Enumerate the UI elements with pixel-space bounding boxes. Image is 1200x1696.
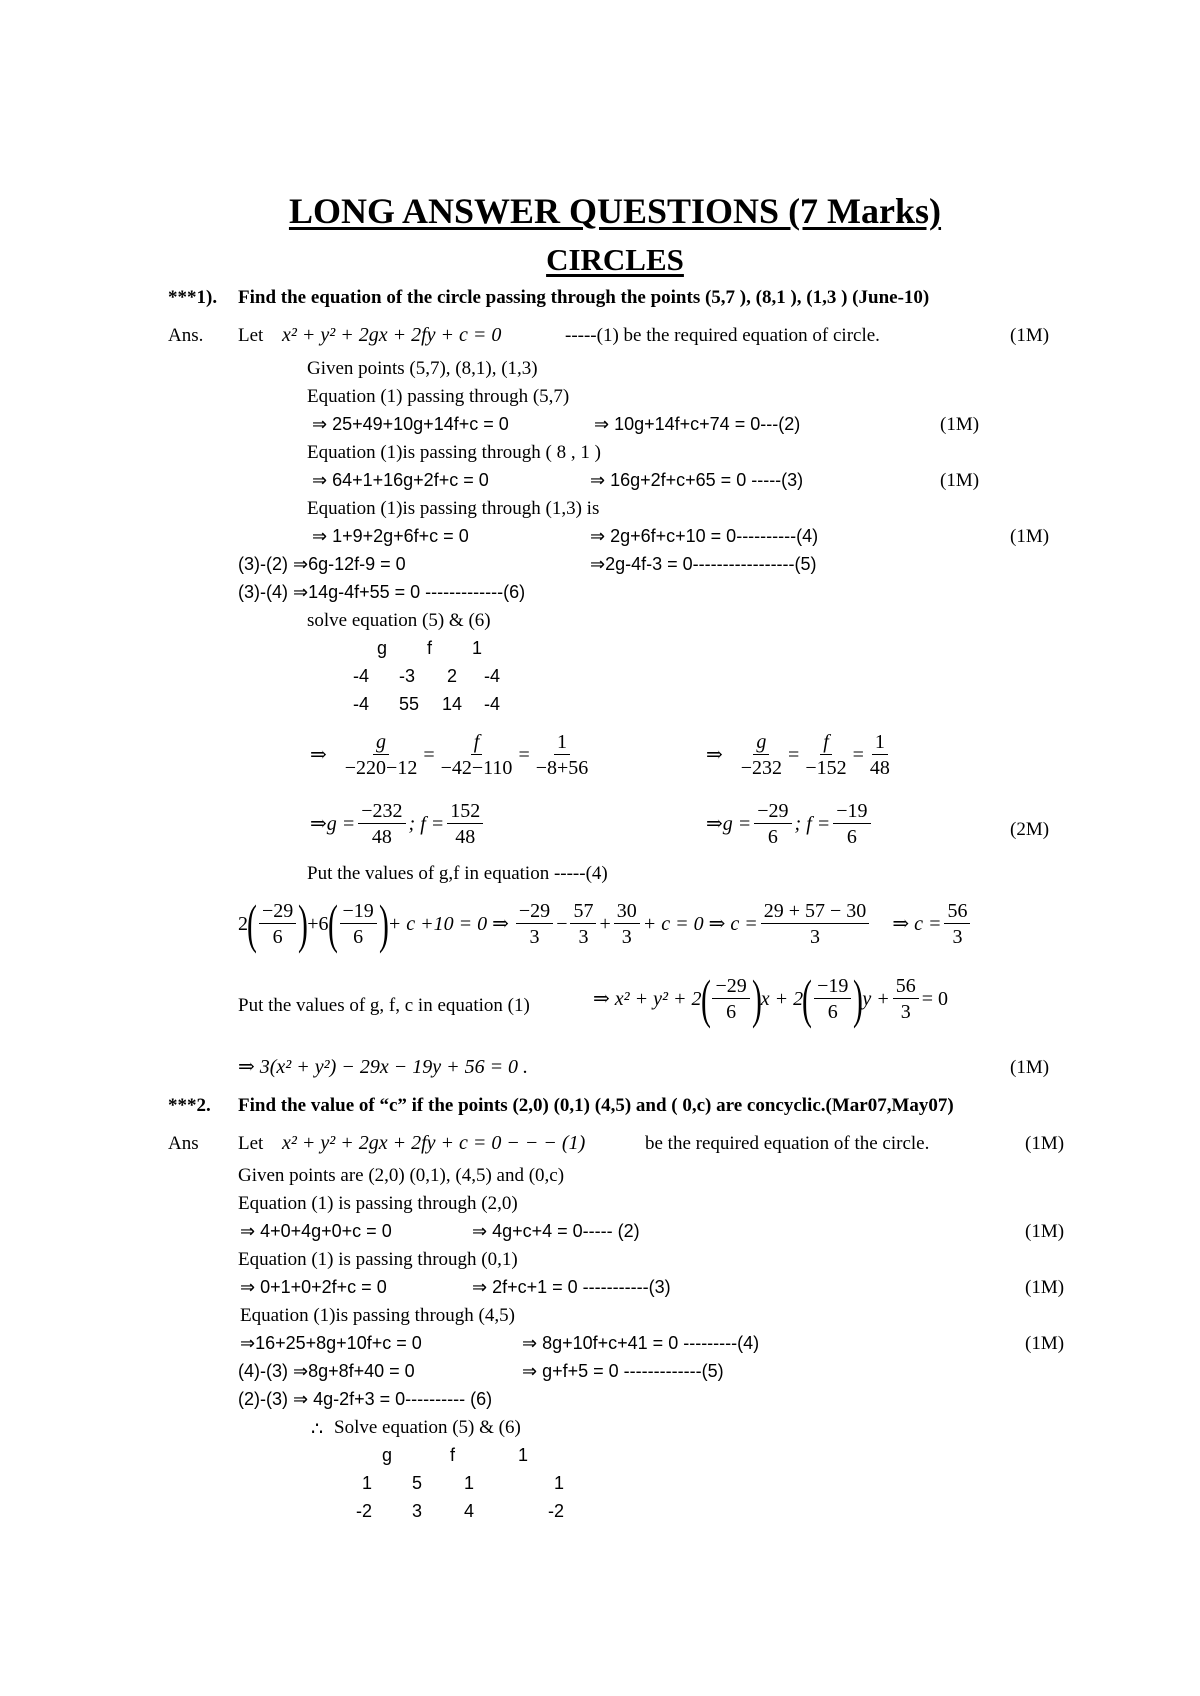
q1-p2-b: ⇒ 16g+2f+c+65 = 0 -----(3) bbox=[590, 470, 804, 490]
q2-solve: Solve equation (5) & (6) bbox=[334, 1417, 521, 1438]
q1-cross-r1-c4: -4 bbox=[484, 666, 501, 686]
f-simplified-frac: $\frac{-19}{6}$ bbox=[833, 801, 870, 847]
q2-given: Given points are (2,0) (0,1), (4,5) and (0,c) bbox=[238, 1165, 565, 1186]
q1-mark-5: (2M) bbox=[1010, 819, 1050, 840]
q2-mark-1: (1M) bbox=[1025, 1133, 1065, 1154]
q2-cross-header-1: 1 bbox=[518, 1445, 529, 1465]
q1-cross-r2-c3: 14 bbox=[442, 694, 463, 714]
q1-ratio-2: ⇒ $\frac{g}{-232}$ = $\frac{f}{-152}$ = $\frac{1}{48}$ bbox=[706, 732, 896, 778]
q2-p2-b: ⇒ 2f+c+1 = 0 -----------(3) bbox=[472, 1277, 671, 1297]
q2-cross-r1-c2: 5 bbox=[412, 1473, 423, 1493]
q1-ratio-1: ⇒ $\frac{g}{-220-12}$ = $\frac{f}{-42-110}$ = $\frac{1}{-8+56}$ bbox=[310, 732, 594, 778]
q1-p2-a: ⇒ 64+1+16g+2f+c = 0 bbox=[312, 470, 489, 490]
ratio-1-frac-g: $\frac{g}{-220-12}$ bbox=[344, 731, 418, 779]
q1-cross-header-g: g bbox=[377, 638, 388, 658]
q1-p3-b: ⇒ 2g+6f+c+10 = 0----------(4) bbox=[590, 526, 819, 546]
ratio-1-frac-f: $\frac{f}{-42-110}$ bbox=[440, 731, 513, 779]
q2-subtract-1-result: ⇒ g+f+5 = 0 -------------(5) bbox=[522, 1361, 724, 1381]
q2-circle-equation-tail: be the required equation of the circle. bbox=[645, 1133, 930, 1154]
q1-cross-r2-c1: -4 bbox=[353, 694, 370, 714]
ratio-2-frac-g: $\frac{g}{-232}$ bbox=[740, 731, 783, 779]
q2-p1-b: ⇒ 4g+c+4 = 0----- (2) bbox=[472, 1221, 640, 1241]
q1-mark-1: (1M) bbox=[1010, 325, 1050, 346]
q2-subtract-2: (2)-(3) ⇒ 4g-2f+3 = 0---------- (6) bbox=[238, 1389, 493, 1409]
q1-p2-head: Equation (1)is passing through ( 8 , 1 ) bbox=[307, 442, 601, 463]
q1-mark-4: (1M) bbox=[1010, 526, 1050, 547]
ratio-2-frac-1: $\frac{1}{48}$ bbox=[869, 731, 890, 779]
q2-mark-4: (1M) bbox=[1025, 1333, 1065, 1354]
q1-cross-r1-c3: 2 bbox=[447, 666, 458, 686]
q2-label: ***2. bbox=[168, 1095, 211, 1116]
ratio-1-frac-1: $\frac{1}{-8+56}$ bbox=[535, 731, 589, 779]
q2-cross-header-f: f bbox=[450, 1445, 456, 1465]
q2-p3-a: ⇒16+25+8g+10f+c = 0 bbox=[240, 1333, 422, 1353]
q1-solve: solve equation (5) & (6) bbox=[307, 610, 491, 631]
q1-p1-b: ⇒ 10g+14f+c+74 = 0---(2) bbox=[594, 414, 801, 434]
q1-cross-r1-c2: -3 bbox=[399, 666, 416, 686]
g-simplified-frac: $\frac{-29}{6}$ bbox=[754, 801, 791, 847]
q2-p1-head: Equation (1) is passing through (2,0) bbox=[238, 1193, 518, 1214]
q2-cross-header-g: g bbox=[382, 1445, 393, 1465]
q1-gf-values-2: ⇒g = $\frac{-29}{6}$ ; f = $\frac{-19}{6}$ bbox=[706, 801, 874, 847]
q1-mark-3: (1M) bbox=[940, 470, 980, 491]
q2-cross-r2-c3: 4 bbox=[464, 1501, 475, 1521]
q1-mark-6: (1M) bbox=[1010, 1057, 1050, 1078]
q1-cross-r2-c4: -4 bbox=[484, 694, 501, 714]
q1-substituted-equation: ⇒ x² + y² + 2 ( $\frac{-29}{6}$ ) x + 2 ( $\frac{-19}{6}$ ) y + $\frac{56}{3}$ = 0 bbox=[593, 969, 949, 1029]
page-title: LONG ANSWER QUESTIONS (7 Marks) bbox=[288, 191, 942, 231]
q1-question: Find the equation of the circle passing through the points (5,7 ), (8,1 ), (1,3 ) (June-10) bbox=[238, 287, 930, 308]
q1-circle-equation-tail: -----(1) be the required equation of circle. bbox=[565, 325, 880, 346]
q2-mark-2: (1M) bbox=[1025, 1221, 1065, 1242]
q2-p3-b: ⇒ 8g+10f+c+41 = 0 ---------(4) bbox=[522, 1333, 760, 1353]
q1-circle-equation: x² + y² + 2gx + 2fy + c = 0 bbox=[282, 324, 502, 346]
q1-p3-head: Equation (1)is passing through (1,3) is bbox=[307, 498, 600, 519]
q1-c-equation: 2 ( $\frac{-29}{6}$ ) +6 ( $\frac{-19}{6}$ ) + c +10 = 0 ⇒ $\frac{-29}{3}$ − $\frac{57}{3}$ + $\frac{30}{3}$ + c = 0 ⇒ c = $\frac{29 + 57 - 30}{3}$ ⇒ c = $\frac{56}{3}$ bbox=[238, 897, 973, 951]
q2-let: Let bbox=[238, 1133, 264, 1154]
q1-ans-label: Ans. bbox=[168, 325, 204, 346]
arrow: ⇒ bbox=[310, 744, 327, 766]
q1-cross-header-1: 1 bbox=[472, 638, 483, 658]
q1-mark-2: (1M) bbox=[940, 414, 980, 435]
q1-cross-header-f: f bbox=[427, 638, 433, 658]
q1-label: ***1). bbox=[168, 287, 218, 308]
ratio-2-frac-f: $\frac{f}{-152}$ bbox=[805, 731, 847, 779]
q2-cross-r1-c3: 1 bbox=[464, 1473, 475, 1493]
q2-cross-r2-c2: 3 bbox=[412, 1501, 423, 1521]
q2-p2-head: Equation (1) is passing through (0,1) bbox=[238, 1249, 518, 1270]
q1-p1-head: Equation (1) passing through (5,7) bbox=[307, 386, 570, 407]
q2-cross-r2-c4: -2 bbox=[548, 1501, 565, 1521]
q2-therefore: ∴ bbox=[311, 1419, 324, 1440]
q1-subtract-1-result: ⇒2g-4f-3 = 0-----------------(5) bbox=[590, 554, 817, 574]
q2-p3-head: Equation (1)is passing through (4,5) bbox=[240, 1305, 515, 1326]
q1-put-values-1: Put the values of g,f in equation -----(4) bbox=[307, 863, 608, 884]
g-value-frac: $\frac{-232}{48}$ bbox=[358, 801, 405, 847]
q2-p1-a: ⇒ 4+0+4g+0+c = 0 bbox=[240, 1221, 392, 1241]
q2-mark-3: (1M) bbox=[1025, 1277, 1065, 1298]
q2-ans-label: Ans bbox=[168, 1133, 199, 1154]
f-value-frac: $\frac{152}{48}$ bbox=[447, 801, 483, 847]
q1-put-values-2: Put the values of g, f, c in equation (1) bbox=[238, 995, 530, 1016]
q1-gf-values-1: ⇒g = $\frac{-232}{48}$ ; f = $\frac{152}{48}$ bbox=[310, 801, 486, 847]
q2-cross-r1-c1: 1 bbox=[362, 1473, 373, 1493]
q1-given: Given points (5,7), (8,1), (1,3) bbox=[307, 358, 538, 379]
page-subtitle: CIRCLES bbox=[546, 242, 684, 277]
q2-question: Find the value of “c” if the points (2,0) (0,1) (4,5) and ( 0,c) are concyclic.(Mar07,May07) bbox=[238, 1095, 954, 1116]
q1-final-equation: ⇒ 3(x² + y²) − 29x − 19y + 56 = 0 . bbox=[238, 1056, 529, 1078]
arrow: ⇒ bbox=[706, 744, 723, 766]
q1-subtract-2: (3)-(4) ⇒14g-4f+55 = 0 -------------(6) bbox=[238, 582, 526, 602]
q1-let: Let bbox=[238, 325, 264, 346]
q2-cross-r2-c1: -2 bbox=[356, 1501, 373, 1521]
q2-circle-equation: x² + y² + 2gx + 2fy + c = 0 − − − (1) bbox=[282, 1132, 586, 1154]
q1-subtract-1: (3)-(2) ⇒6g-12f-9 = 0 bbox=[238, 554, 406, 574]
q1-p1-a: ⇒ 25+49+10g+14f+c = 0 bbox=[312, 414, 509, 434]
q2-cross-r1-c4: 1 bbox=[554, 1473, 565, 1493]
q2-p2-a: ⇒ 0+1+0+2f+c = 0 bbox=[240, 1277, 387, 1297]
q2-subtract-1: (4)-(3) ⇒8g+8f+40 = 0 bbox=[238, 1361, 415, 1381]
q1-p3-a: ⇒ 1+9+2g+6f+c = 0 bbox=[312, 526, 469, 546]
q1-cross-r2-c2: 55 bbox=[399, 694, 420, 714]
q1-cross-r1-c1: -4 bbox=[353, 666, 370, 686]
